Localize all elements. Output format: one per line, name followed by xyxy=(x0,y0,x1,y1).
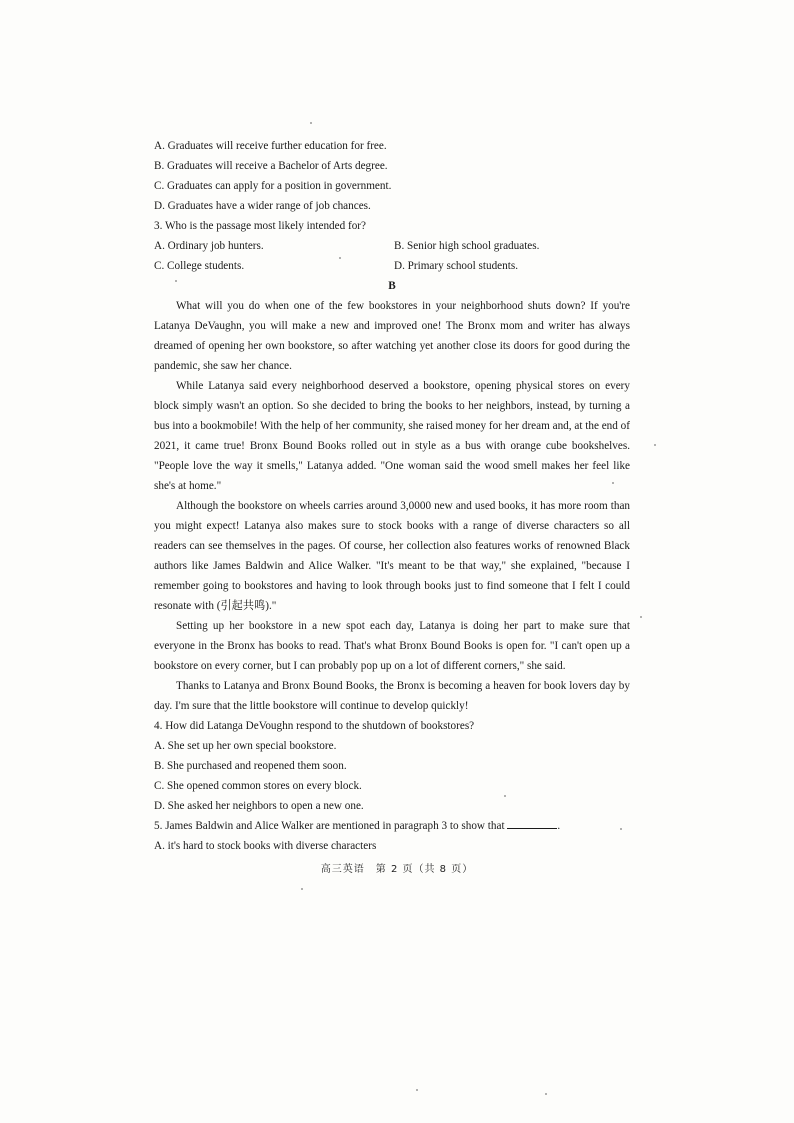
scan-speck xyxy=(310,122,312,124)
q2-option-c: C. Graduates can apply for a position in government. xyxy=(154,180,392,192)
passage-paragraph-1: What will you do when one of the few bookstores in your neighborhood shuts down? If you're Latanya DeVaughn, you will make a new and improved one! The Bronx mom and writer has always dreamed of opening her own bookstore, so after watching yet another close its doors for good during the pandemic, she saw her chance. xyxy=(154,300,630,372)
q4-option-c: C. She opened common stores on every block. xyxy=(154,780,362,792)
passage-paragraph-3: Although the bookstore on wheels carries around 3,0000 new and used books, it has more room than you might expect! Latanya also makes sure to stock books with a range of diverse characters so all readers can see themselves in the pages. Of course, her collection also features works of renowned Black authors like James Baldwin and Alice Walker. "It's meant to be that way," she explained, "because I remember going to bookstores and having to look through books just to find someone that I felt I could resonate with (引起共鸣)." xyxy=(154,500,630,612)
scan-speck xyxy=(175,280,177,282)
scan-speck xyxy=(545,1093,547,1095)
q4-option-a: A. She set up her own special bookstore. xyxy=(154,740,337,752)
q4-option-b: B. She purchased and reopened them soon. xyxy=(154,760,347,772)
scan-speck xyxy=(301,888,303,890)
q5-option-a: A. it's hard to stock books with diverse characters xyxy=(154,840,377,852)
q5-stem-line xyxy=(154,816,630,836)
answer-blank xyxy=(507,816,557,829)
scan-speck xyxy=(612,482,614,484)
q3-option-a: A. Ordinary job hunters. xyxy=(154,240,264,252)
q3-options-row-1 xyxy=(154,236,630,256)
scan-speck xyxy=(416,1089,418,1091)
q3-option-d: D. Primary school students. xyxy=(394,260,518,272)
passage-paragraph-2: While Latanya said every neighborhood deserved a bookstore, opening physical stores on every block simply wasn't an option. So she decided to bring the books to her neighbors, instead, by turning a bus into a bookmobile! With the help of her community, she raised money for her dream and, at the end of 2021, it came true! Bronx Bound Books rolled out in style as a bus with orange cube bookshelves. "People love the way it smells," Latanya added. "One woman said the wood smell makes her feel like she's at home." xyxy=(154,380,630,492)
page-content xyxy=(154,136,630,856)
q4-stem: 4. How did Latanga DeVoughn respond to the shutdown of bookstores? xyxy=(154,720,475,732)
page-footer: 高三英语 第 2 页（共 8 页） xyxy=(320,864,474,875)
section-heading: B xyxy=(388,280,396,292)
scan-speck xyxy=(620,828,622,830)
q5-stem-end: . xyxy=(557,820,561,832)
q3-option-c: C. College students. xyxy=(154,260,245,272)
passage-paragraph-4: Setting up her bookstore in a new spot each day, Latanya is doing her part to make sure that everyone in the Bronx has books to read. That's what Bronx Bound Books is open for. "I can't open up a bookstore on every corner, but I can probably pop up on a lot of different corners," she said. xyxy=(154,620,630,672)
q5-stem: 5. James Baldwin and Alice Walker are mentioned in paragraph 3 to show that xyxy=(154,820,505,832)
scan-speck xyxy=(504,795,506,797)
q3-stem: 3. Who is the passage most likely intended for? xyxy=(154,220,366,232)
scan-speck xyxy=(339,257,341,259)
q4-option-d: D. She asked her neighbors to open a new one. xyxy=(154,800,364,812)
q2-option-b: B. Graduates will receive a Bachelor of Arts degree. xyxy=(154,160,388,172)
scan-speck xyxy=(640,616,642,618)
q2-option-d: D. Graduates have a wider range of job chances. xyxy=(154,200,371,212)
q3-option-b: B. Senior high school graduates. xyxy=(394,240,540,252)
q2-option-a: A. Graduates will receive further education for free. xyxy=(154,140,387,152)
passage-paragraph-5: Thanks to Latanya and Bronx Bound Books, the Bronx is becoming a heaven for book lovers day by day. I'm sure that the little bookstore will continue to develop quickly! xyxy=(154,680,630,712)
scan-speck xyxy=(654,444,656,446)
q3-options-row-2 xyxy=(154,256,630,276)
